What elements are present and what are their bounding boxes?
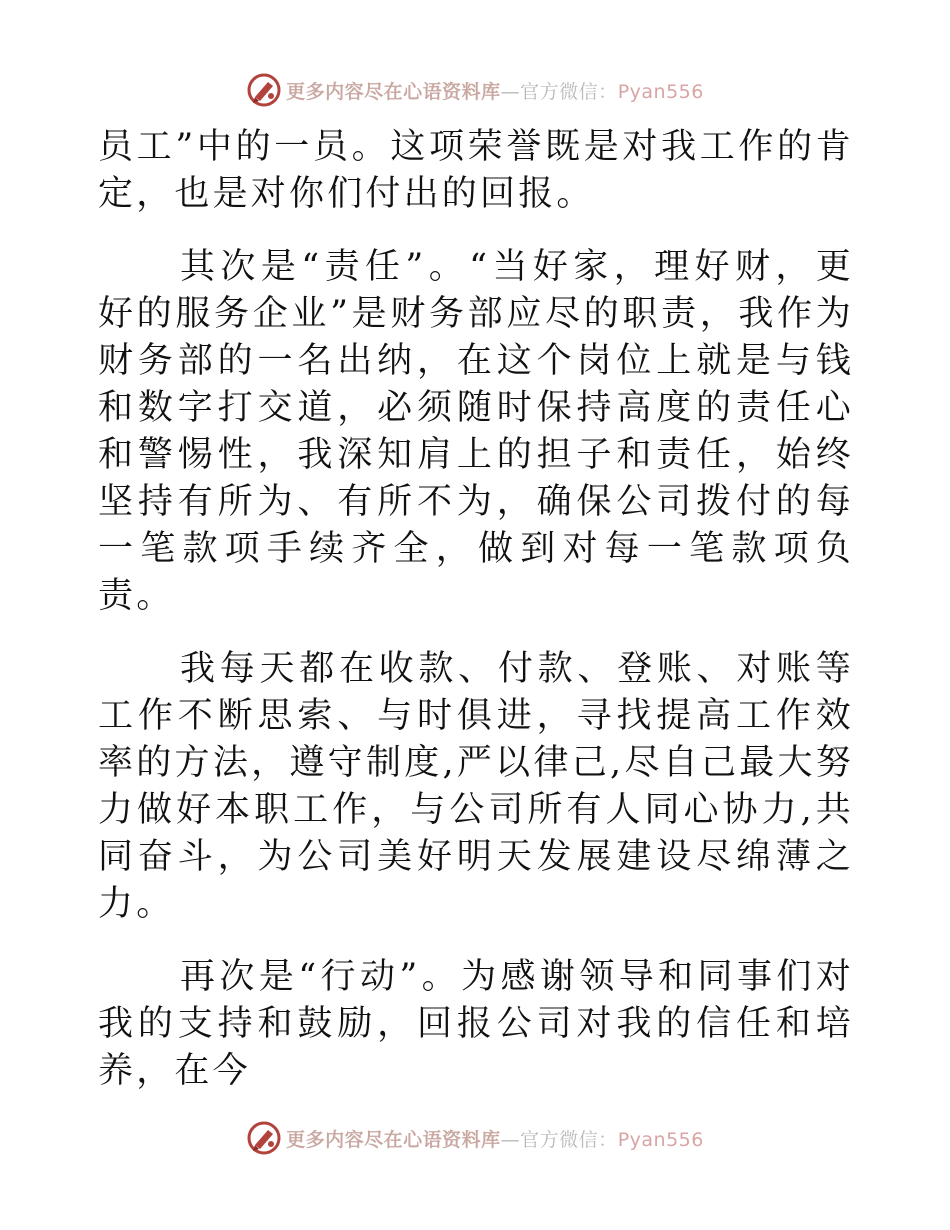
watermark-wechat-label: 官方微信： <box>520 80 618 103</box>
watermark-separator: — <box>500 1128 521 1151</box>
document-body <box>98 124 854 1095</box>
watermark-text <box>286 1125 704 1152</box>
paragraph: 我每天都在收款、付款、登账、对账等工作不断思索、与时俱进，寻找提高工作效率的方法，遵守制度,严以律己,尽自己最大努力做好本职工作，与公司所有人同心协力,共同奋斗，为公司美好明天发展建设尽绵薄之力。 <box>98 649 854 924</box>
header-watermark <box>0 70 950 110</box>
pen-seal-logo-icon <box>246 72 282 108</box>
footer-watermark <box>0 1118 950 1158</box>
watermark-main: 更多内容尽在心语资料库 <box>286 80 501 103</box>
paragraph: 其次是“责任”。“当好家，理好财，更好的服务企业”是财务部应尽的职责，我作为财务部的一名出纳，在这个岗位上就是与钱和数字打交道，必须随时保持高度的责任心和警惕性，我深知肩上的担子和责任，始终坚持有所为、有所不为，确保公司拨付的每一笔款项手续齐全，做到对每一笔款项负责。 <box>98 247 854 616</box>
watermark-wechat-id: Pyan556 <box>617 1128 704 1151</box>
watermark-text <box>286 77 704 104</box>
watermark-separator: — <box>500 80 521 103</box>
paragraph: 员工”中的一员。这项荣誉既是对我工作的肯定，也是对你们付出的回报。 <box>98 127 854 214</box>
watermark-wechat-label: 官方微信： <box>520 1128 618 1151</box>
pen-seal-logo-icon <box>246 1120 282 1156</box>
paragraph: 再次是“行动”。为感谢领导和同事们对我的支持和鼓励，回报公司对我的信任和培养，在今 <box>98 957 854 1091</box>
watermark-main: 更多内容尽在心语资料库 <box>286 1128 501 1151</box>
watermark-wechat-id: Pyan556 <box>617 80 704 103</box>
